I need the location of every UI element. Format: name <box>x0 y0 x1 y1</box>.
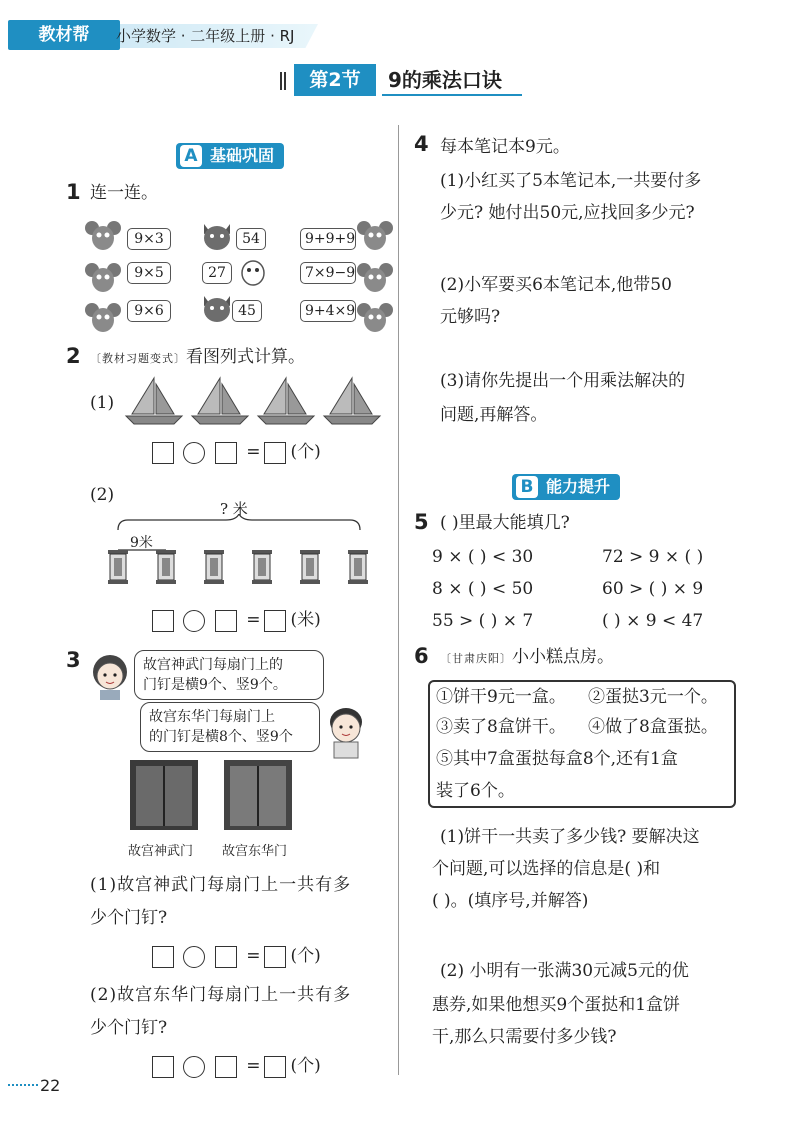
bubble-girl-line: 故宫神武门每扇门上的 <box>143 657 283 673</box>
q6-p1-line2: 个问题,可以选择的信息是( )和 <box>432 859 661 879</box>
sailboat-icon <box>324 378 380 424</box>
q1-mid-card: 27 <box>202 262 232 284</box>
info-item-3: ③卖了8盒饼干。 <box>436 717 566 737</box>
bubble-boy-line: 故宫东华门每扇门上 <box>149 709 275 725</box>
operator-circle[interactable] <box>183 610 205 632</box>
q1-right-card: 7×9−9 <box>300 262 356 284</box>
lantern-icon <box>252 550 272 584</box>
q3-p1-line1: (1)故宫神武门每扇门上一共有多 <box>90 875 352 895</box>
q1-number: 1 <box>66 180 81 204</box>
operator-circle[interactable] <box>183 946 205 968</box>
answer-box[interactable] <box>215 442 237 464</box>
page-number: 22 <box>40 1076 61 1095</box>
q2-total-label: ? 米 <box>220 500 248 518</box>
q3-p2-line1: (2)故宫东华门每扇门上一共有多 <box>90 985 352 1005</box>
cat-icon <box>204 224 230 250</box>
q3-p2-line2: 少个门钉? <box>90 1018 168 1038</box>
mouse-icon <box>85 263 121 292</box>
q6-p1-line1: (1)饼干一共卖了多少钱? 要解决这 <box>440 827 700 847</box>
q2-p2-unit: (米) <box>290 610 321 630</box>
answer-box[interactable] <box>264 946 286 968</box>
q2-text: 看图列式计算。 <box>186 347 305 367</box>
lantern-row <box>100 546 380 590</box>
q1-text: 连一连。 <box>90 183 158 203</box>
q2-p2-equation: = (米) <box>152 608 325 632</box>
q6-p2-line2: 惠券,如果他想买9个蛋挞和1盒饼 <box>432 995 681 1015</box>
info-item-5-line2: 装了6个。 <box>436 781 515 801</box>
q1-left-card: 9×5 <box>127 262 171 284</box>
door-photo-donghua <box>224 760 292 830</box>
title-decoration <box>280 72 286 90</box>
section-a-badge <box>176 143 284 169</box>
sailboat-icon <box>192 378 248 424</box>
boy-avatar <box>322 702 370 760</box>
q2-p1-equation: = (个) <box>152 440 325 464</box>
q6-source: 〔甘肃庆阳〕 <box>440 652 512 665</box>
q2-line <box>90 344 305 372</box>
answer-box[interactable] <box>152 946 174 968</box>
q4-p1-line1: (1)小红买了5本笔记本,一共要付多 <box>440 171 702 191</box>
caption-shenwu: 故宫神武门 <box>128 844 194 859</box>
q4-number: 4 <box>414 132 429 156</box>
section-a-label: 基础巩固 <box>210 146 275 165</box>
caption-donghua: 故宫东华门 <box>222 844 288 859</box>
column-divider <box>398 125 399 1075</box>
answer-box[interactable] <box>152 610 174 632</box>
q5-text: ( )里最大能填几? <box>440 513 570 533</box>
mouse-icon <box>357 221 393 250</box>
info-item-5-line1: ⑤其中7盒蛋挞每盒8个,还有1盒 <box>436 749 678 769</box>
q4-p2-line2: 元够吗? <box>440 307 501 327</box>
sailboat-figures <box>124 376 384 426</box>
q1-right-card: 9+4×9 <box>300 300 356 322</box>
distance-brace <box>116 514 362 534</box>
q3-p2-equation: = (个) <box>152 1054 325 1078</box>
info-item-2: ②蛋挞3元一个。 <box>588 687 718 707</box>
q2-p1-unit: (个) <box>290 442 321 462</box>
q4-p3-line1: (3)请你先提出一个用乘法解决的 <box>440 371 686 391</box>
lantern-icon <box>108 550 128 584</box>
title-text: 9的乘法口诀 <box>382 64 522 96</box>
q5-row3-b: ( ) × 9 < 47 <box>602 611 704 631</box>
q3-p1-unit: (个) <box>290 946 321 966</box>
mouse-icon <box>85 303 121 332</box>
section-b-badge <box>512 474 620 500</box>
mouse-icon <box>85 221 121 250</box>
q1-right-card: 9+9+9 <box>300 228 356 250</box>
lantern-icon <box>300 550 320 584</box>
q6-p2-line3: 干,那么只需要付多少钱? <box>432 1027 617 1047</box>
q3-number: 3 <box>66 648 81 672</box>
section-b-label: 能力提升 <box>546 477 611 496</box>
q2-p1-label: (1) <box>90 393 115 413</box>
squirrel-icon <box>238 256 268 288</box>
info-item-4: ④做了8盒蛋挞。 <box>588 717 718 737</box>
title-tag: 第2节 <box>294 64 376 96</box>
bubble-boy-line: 的门钉是横8个、竖9个 <box>149 729 293 745</box>
q3-p1-equation: = (个) <box>152 944 325 968</box>
mouse-icons-right <box>356 218 396 338</box>
q4-p2-line1: (2)小军要买6本笔记本,他带50 <box>440 275 672 295</box>
q5-row3-a: 55 > ( ) × 7 <box>432 611 534 631</box>
page-header <box>0 20 330 50</box>
q4-text: 每本笔记本9元。 <box>440 137 570 157</box>
operator-circle[interactable] <box>183 1056 205 1078</box>
operator-circle[interactable] <box>183 442 205 464</box>
mouse-icon <box>357 303 393 332</box>
q5-row2-b: 60 > ( ) × 9 <box>602 579 704 599</box>
page-number-decoration <box>8 1084 38 1086</box>
q1-left-card: 9×3 <box>127 228 171 250</box>
q4-p1-line2: 少元? 她付出50元,应找回多少元? <box>440 203 695 223</box>
answer-box[interactable] <box>152 1056 174 1078</box>
bubble-girl-line: 门钉是横9个、竖9个。 <box>143 677 287 693</box>
brand-label: 教材帮 <box>8 20 120 50</box>
q2-number: 2 <box>66 344 81 368</box>
sailboat-icon <box>258 378 314 424</box>
lantern-icon <box>156 550 176 584</box>
cat-icon <box>204 296 230 322</box>
mouse-icons-left <box>84 218 124 338</box>
answer-box[interactable] <box>264 610 286 632</box>
answer-box[interactable] <box>215 946 237 968</box>
answer-box[interactable] <box>264 442 286 464</box>
speech-bubble-boy <box>140 702 320 752</box>
answer-box[interactable] <box>264 1056 286 1078</box>
answer-box[interactable] <box>215 610 237 632</box>
speech-bubble-girl <box>134 650 324 700</box>
q5-row2-a: 8 × ( ) < 50 <box>432 579 534 599</box>
door-photo-shenwu <box>130 760 198 830</box>
lantern-icon <box>348 550 368 584</box>
q3-p2-unit: (个) <box>290 1056 321 1076</box>
q1-mid-card: 45 <box>232 300 262 322</box>
q2-p2-label: (2) <box>90 485 115 505</box>
q1-mid-card: 54 <box>236 228 266 250</box>
q6-p1-line3: ( )。(填序号,并解答) <box>432 891 589 911</box>
section-a-letter: A <box>180 145 202 167</box>
mouse-icon <box>357 263 393 292</box>
girl-avatar <box>88 652 132 702</box>
answer-box[interactable] <box>152 442 174 464</box>
section-b-letter: B <box>516 476 538 498</box>
info-item-1: ①饼干9元一盒。 <box>436 687 566 707</box>
subject-label: 小学数学 · 二年级上册 · RJ <box>116 27 295 45</box>
q6-line <box>440 644 614 672</box>
q6-number: 6 <box>414 644 429 668</box>
sailboat-icon <box>126 378 182 424</box>
q2-segment-label: 9米 <box>130 535 153 551</box>
q6-text: 小小糕点房。 <box>512 647 614 667</box>
q3-p1-line2: 少个门钉? <box>90 908 168 928</box>
q1-left-card: 9×6 <box>127 300 171 322</box>
lantern-icon <box>204 550 224 584</box>
q5-number: 5 <box>414 510 429 534</box>
q2-source: 〔教材习题变式〕 <box>90 352 186 365</box>
q5-row1-b: 72 > 9 × ( ) <box>602 547 704 567</box>
answer-box[interactable] <box>215 1056 237 1078</box>
q6-p2-line1: (2) 小明有一张满30元减5元的优 <box>440 961 689 981</box>
q5-row1-a: 9 × ( ) < 30 <box>432 547 534 567</box>
q4-p3-line2: 问题,再解答。 <box>440 405 548 425</box>
